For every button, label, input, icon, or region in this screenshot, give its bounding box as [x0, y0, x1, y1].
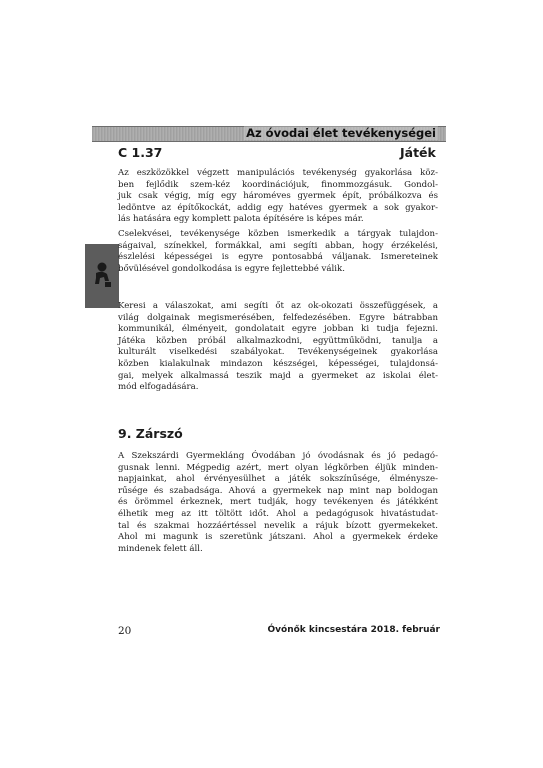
- section-title: Az óvodai élet tevékenységei: [246, 126, 436, 140]
- text-line: és örömmel érkeznek, mert tudják, hogy tevékenyen és játékként: [118, 497, 438, 508]
- text-line: gusnak lenni. Mégpedig azért, mert olyan légkörben éljük minden-: [118, 462, 438, 473]
- article-code: C 1.37: [118, 145, 163, 160]
- text-line: ben fejlődik szem-kéz koordinációjuk, finommozgásuk. Gondol-: [118, 179, 438, 190]
- text-line: élhetik meg az itt töltött időt. Ahol a pedagógusok hivatástudat-: [118, 508, 438, 519]
- text-line: tal és szakmai hozzáértéssel nevelik a rájuk bízott gyermekeket.: [118, 520, 438, 531]
- closing-paragraph: [118, 451, 438, 555]
- closing-heading: 9. Zárszó: [118, 426, 183, 441]
- page-number: 20: [118, 625, 132, 637]
- section-header-bar: [92, 126, 446, 142]
- text-line: kommunikál, élményeit, gondolatait egyre jobban ki tudja fejezni.: [118, 324, 438, 335]
- child-playing-icon: [90, 261, 114, 289]
- text-line: juk csak végig, míg egy hároméves gyermek épít, próbálkozva és: [118, 191, 438, 202]
- text-line: lás hatására egy komplett palota építésére is képes már.: [118, 214, 364, 225]
- text-line: Cselekvései, tevékenysége közben ismerkedik a tárgyak tulajdon-: [118, 229, 438, 239]
- text-line: Ahol mi magunk is szeretünk játszani. Ahol a gyermekek érdeke: [118, 532, 438, 543]
- text-line: kulturált viselkedési szabályokat. Tevékenységeinek gyakorlása: [118, 347, 438, 358]
- article-category: Játék: [400, 145, 436, 160]
- text-line: A Szekszárdi Gyermekláng Óvodában jó óvodásnak és jó pedagó-: [118, 451, 438, 461]
- text-line: mód elfogadására.: [118, 382, 199, 393]
- text-line: Az eszközökkel végzett manipulációs tevékenység gyakorlása köz-: [118, 168, 438, 178]
- text-line: Játéka közben próbál alkalmazkodni, együttműködni, tanulja a: [118, 335, 438, 346]
- paragraph-1: [118, 168, 438, 226]
- text-line: ságaival, színekkel, formákkal, ami segíti abban, hogy érzékelési,: [118, 240, 438, 251]
- text-line: napjainkat, ahol érvényesülhet a játék sokszínűsége, élménysze-: [118, 474, 438, 485]
- text-line: bővülésével gondolkodása is egyre fejlettebbé válik.: [118, 263, 345, 274]
- paragraph-3: [118, 301, 438, 394]
- text-line: világ dolgainak megismerésében, felfedezésében. Egyre bátrabban: [118, 312, 438, 323]
- text-line: mindenek felett áll.: [118, 543, 203, 554]
- side-tab: [85, 244, 119, 308]
- text-line: észlelési képességei is egyre pontosabbá váljanak. Ismereteinek: [118, 252, 438, 263]
- text-line: gai, melyek alkalmassá teszik majd a gyermeket az iskolai élet-: [118, 370, 438, 381]
- text-line: rűsége és szabadsága. Ahová a gyermekek nap mint nap boldogan: [118, 485, 438, 496]
- paragraph-2: [118, 229, 438, 275]
- text-line: Keresi a válaszokat, ami segíti őt az ok-okozati összefüggések, a: [118, 301, 438, 311]
- text-line: közben kialakulnak mindazon készségei, képességei, tulajdonsá-: [118, 358, 438, 369]
- text-line: ledöntve az építőkockát, addig egy hatéves gyermek a sok gyakor-: [118, 202, 438, 213]
- publication-source: Óvónők kincsestára 2018. február: [267, 625, 440, 635]
